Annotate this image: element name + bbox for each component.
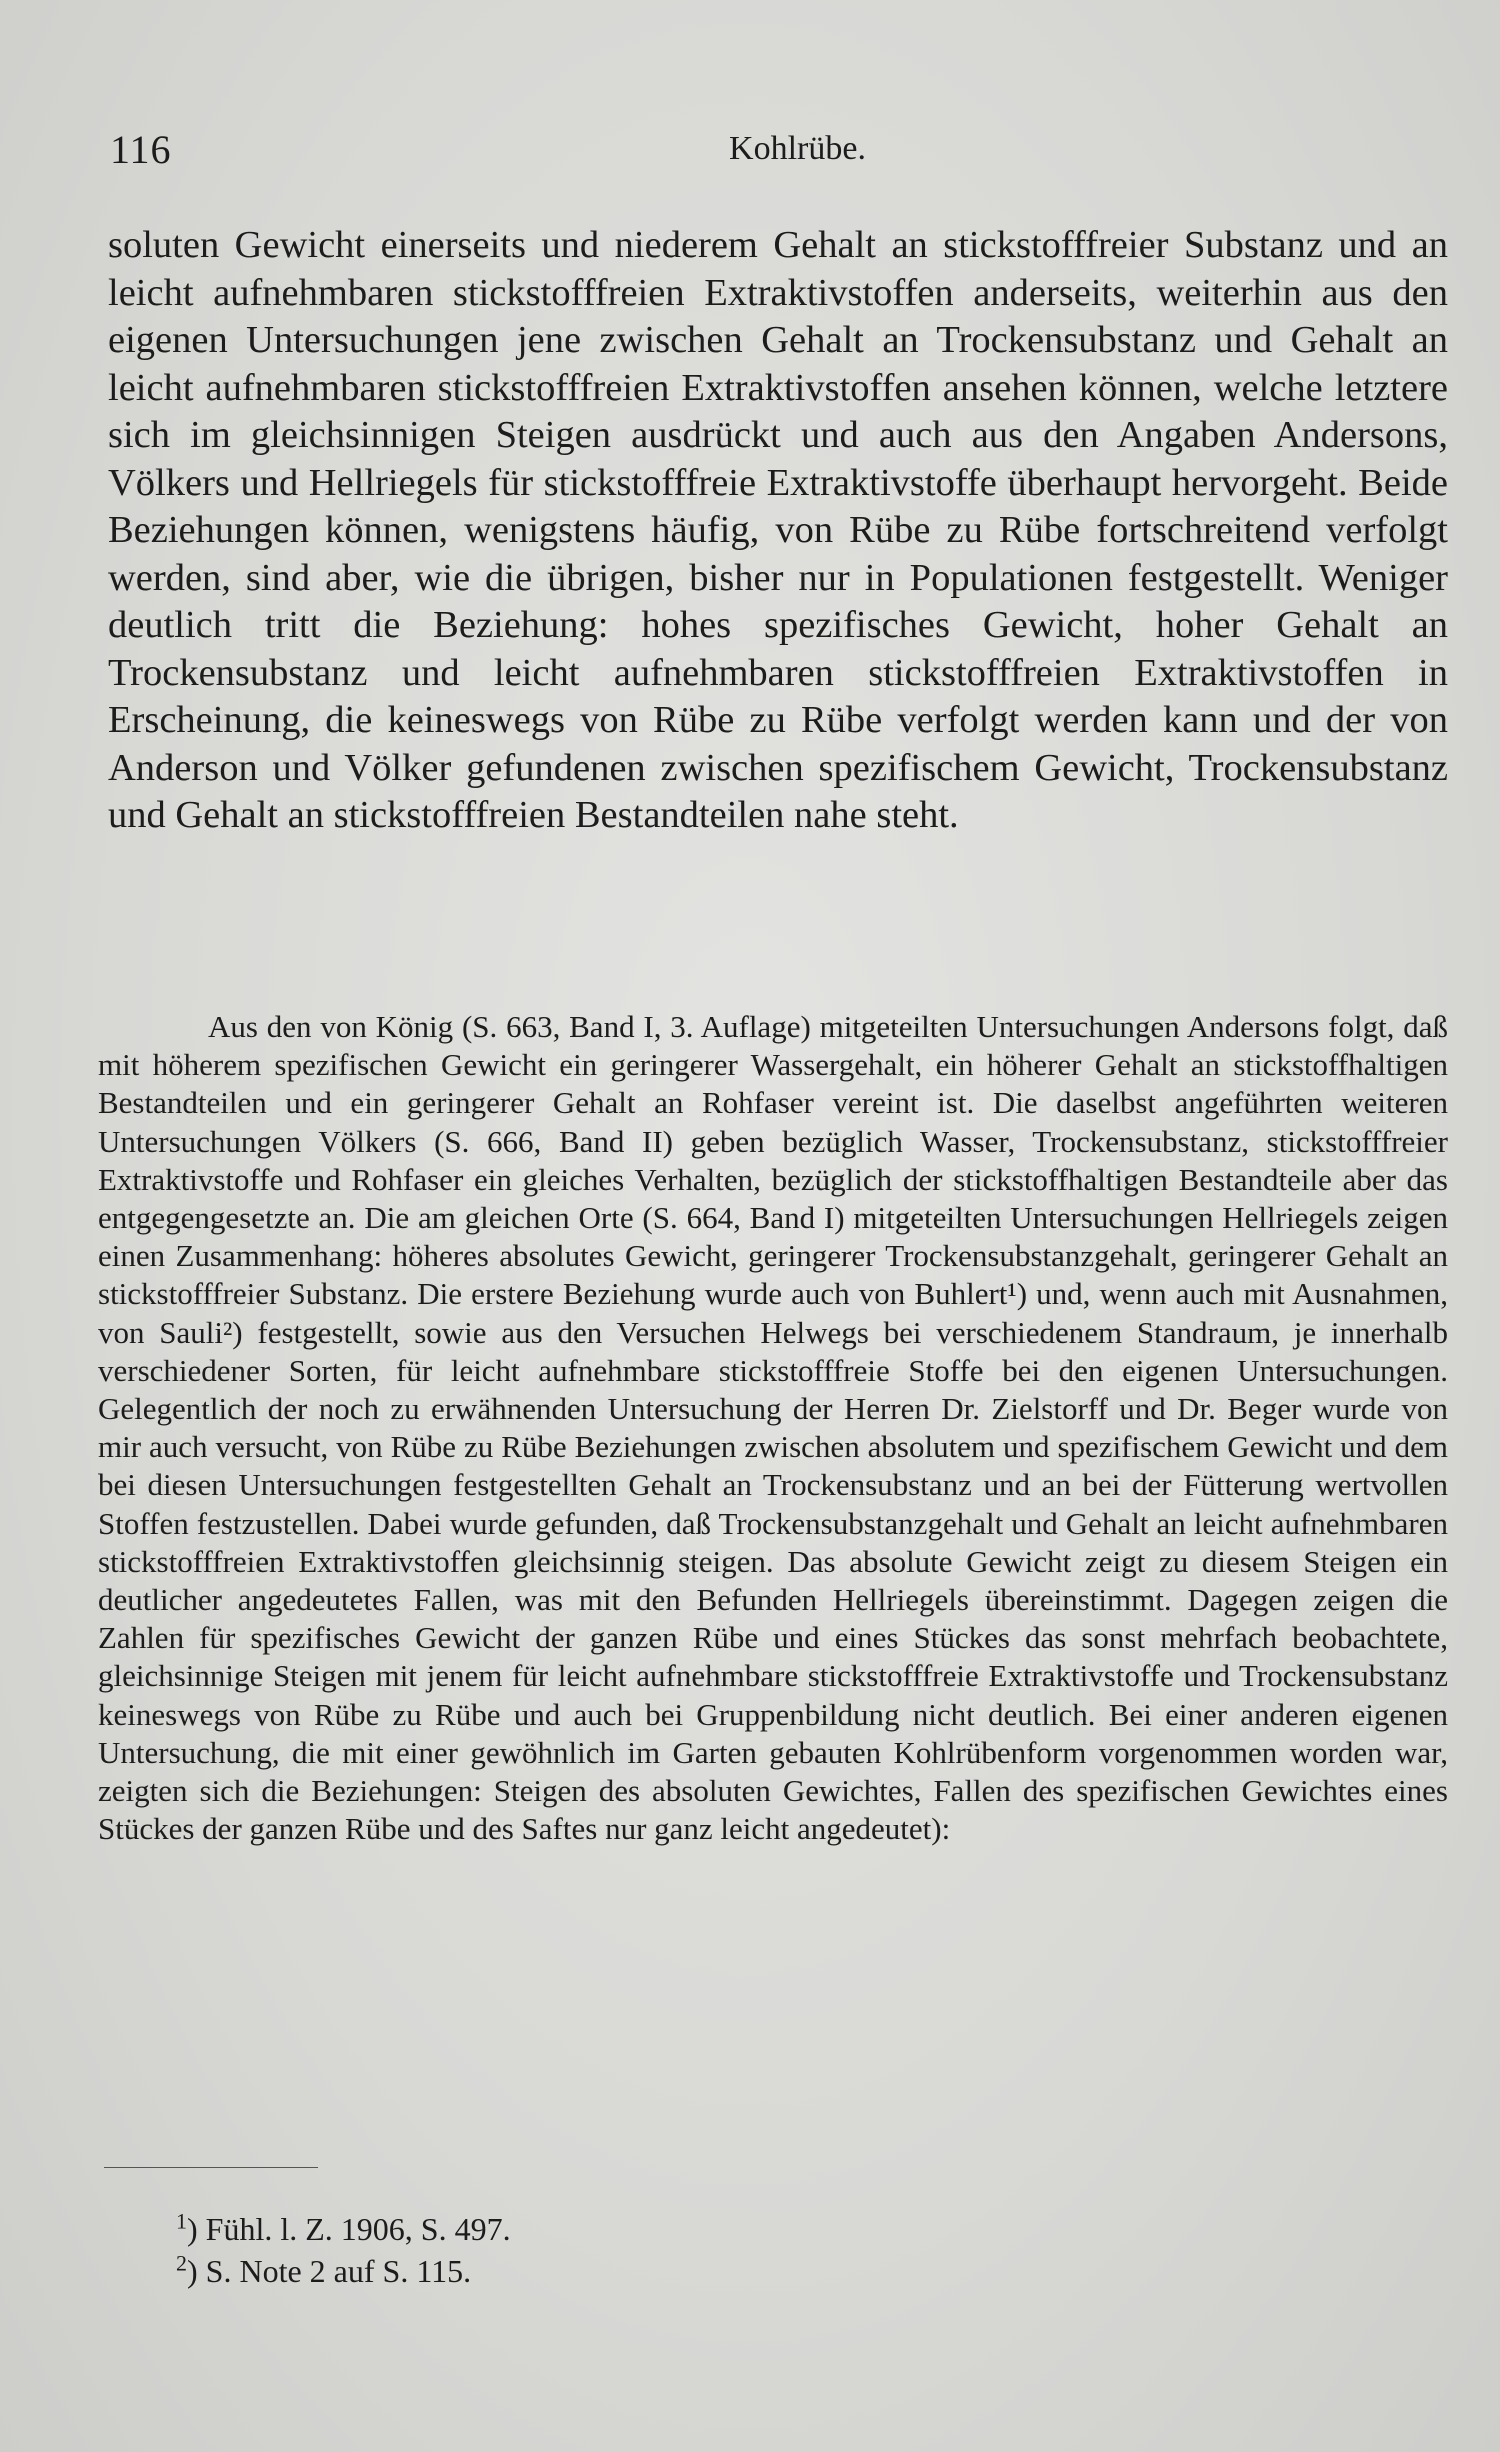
main-paragraph: soluten Gewicht einerseits und niederem Gehalt an stickstofffreier Substanz und an leicht aufnehmbaren stickstofffreien Extraktivstoffen anderseits, weiterhin aus den eigenen Untersuchungen jene zwischen Gehalt an Trockensubstanz und Gehalt an leicht aufnehmbaren stickstofffreien Extraktivstoffen ansehen können, welche letztere sich im gleichsinnigen Steigen ausdrückt und auch aus den Angaben Andersons, Völkers und Hellriegels für stickstofffreie Extraktivstoffe überhaupt hervorgeht. Beide Beziehungen können, wenigstens häufig, von Rübe zu Rübe fortschreitend verfolgt werden, sind aber, wie die übrigen, bisher nur in Populationen festgestellt. Weniger deutlich tritt die Beziehung: hohes spezifisches Gewicht, hoher Gehalt an Trockensubstanz und leicht aufnehmbaren stickstofffreien Extraktivstoffen in Erscheinung, die keineswegs von Rübe zu Rübe verfolgt werden kann und der von Anderson und Völker gefundenen zwischen spezifischem Gewicht, Trockensubstanz und Gehalt an stickstofffreien Bestandteilen nahe steht. [108,224,1448,836]
footnote-text: ) Fühl. l. Z. 1906, S. 497. [187,2211,511,2247]
small-print-paragraph: Aus den von König (S. 663, Band I, 3. Auflage) mitgeteilten Untersuchungen Andersons folgt, daß mit höherem spezifischen Gewicht ein geringerer Wassergehalt, ein höherer Gehalt an stickstoffhaltigen Bestandteilen und ein geringerer Gehalt an Rohfaser vereint ist. Die daselbst angeführten weiteren Untersuchungen Völkers (S. 666, Band II) geben bezüglich Wasser, Trockensubstanz, stickstofffreier Extraktivstoffe und Rohfaser ein gleiches Verhalten, bezüglich der stickstoffhaltigen Bestandteile aber das entgegengesetzte an. Die am gleichen Orte (S. 664, Band I) mitgeteilten Untersuchungen Hellriegels zeigen einen Zusammenhang: höheres absolutes Gewicht, geringerer Trockensubstanzgehalt, geringerer Gehalt an stickstofffreier Substanz. Die erstere Beziehung wurde auch von Buhlert¹) und, wenn auch mit Ausnahmen, von Sauli²) festgestellt, sowie aus den Versuchen Helwegs bei verschiedenem Standraum, je innerhalb verschiedener Sorten, für leicht aufnehmbare stickstofffreie Stoffe bei den eigenen Untersuchungen. Gelegentlich der noch zu erwähnenden Untersuchung der Herren Dr. Zielstorff und Dr. Beger wurde von mir auch versucht, von Rübe zu Rübe Beziehungen zwischen absolutem und spezifischem Gewicht und dem bei diesen Untersuchungen festgestellten Gehalt an Trockensubstanz und an bei der Fütterung wertvollen Stoffen festzustellen. Dabei wurde gefunden, daß Trockensubstanzgehalt und Gehalt an leicht aufnehmbaren stickstofffreien Extraktivstoffen gleichsinnig steigen. Das absolute Gewicht zeigt zu diesem Steigen ein deutlicher angedeutetes Fallen, was mit den Befunden Hellriegels übereinstimmt. Dagegen zeigen die Zahlen für spezifisches Gewicht der ganzen Rübe und eines Stückes das sonst mehrfach beobachtete, gleichsinnige Steigen mit jenem für leicht aufnehmbare stickstofffreie Extraktivstoffe und Trockensubstanz keineswegs von Rübe zu Rübe und auch bei Gruppenbildung nicht deutlich. Bei einer anderen eigenen Untersuchung, die mit einer gewöhnlich im Garten gebauten Kohlrübenform vorgenommen worden war, zeigten sich die Beziehungen: Steigen des absoluten Gewichtes, Fallen des spezifischen Gewichtes eines Stückes der ganzen Rübe und des Saftes nur ganz leicht angedeutet): [98,1009,1448,1847]
footnotes [176,2208,976,2292]
footnote-mark: 2 [176,2250,187,2276]
footnote-mark: 1 [176,2208,187,2234]
footnote-text: ) S. Note 2 auf S. 115. [187,2253,472,2289]
footnote-2 [176,2250,976,2292]
page-number: 116 [110,127,172,172]
running-title: Kohlrübe. [729,130,866,167]
footnote-1 [176,2208,976,2250]
page-header [110,126,1445,186]
footnote-separator [104,2167,318,2168]
